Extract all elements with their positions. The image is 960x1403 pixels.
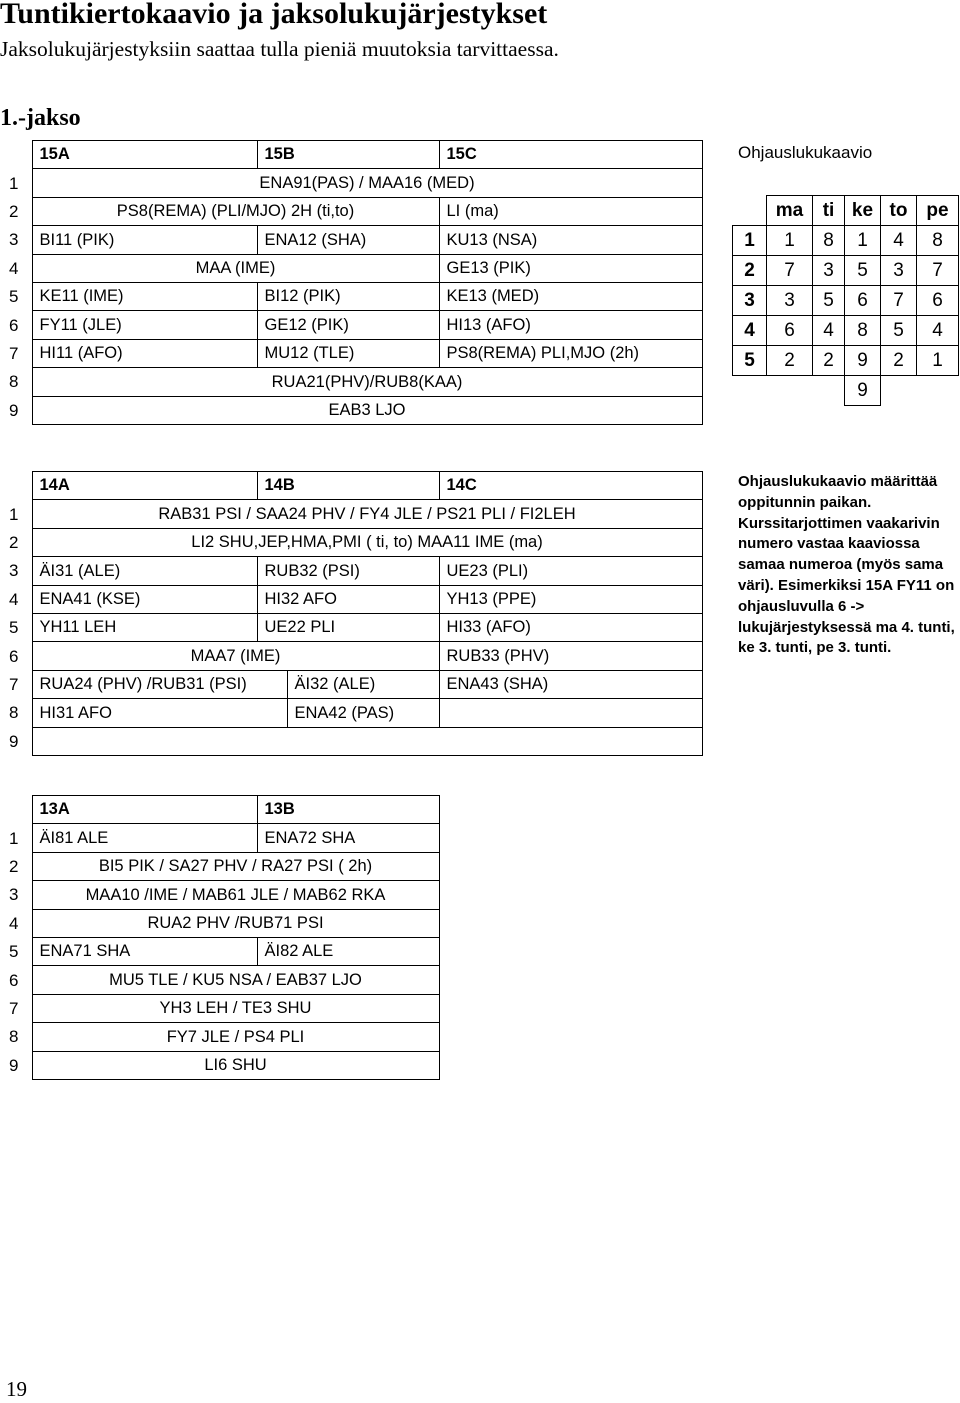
table-row (0, 937, 439, 965)
course-cell: RUB32 (PSI) (257, 557, 439, 585)
row-number: 3 (9, 885, 19, 905)
course-cell: KU13 (NSA) (439, 226, 702, 254)
guide-cell: 2 (767, 346, 813, 376)
course-cell: YH3 LEH / TE3 SHU (32, 994, 439, 1022)
row-number: 5 (9, 942, 19, 962)
group-header: 13A (32, 796, 257, 824)
course-cell: YH13 (PPE) (439, 585, 702, 613)
guide-row (733, 256, 959, 286)
course-cell: ÄI31 (ALE) (32, 557, 257, 585)
course-cell: PS8(REMA) (PLI/MJO) 2H (ti,to) (32, 197, 439, 225)
table-row (0, 557, 702, 585)
group-header: 14C (439, 472, 702, 500)
group-header: 15C (439, 141, 702, 169)
day-header: pe (917, 196, 959, 226)
guide-cell: 5 (813, 286, 845, 316)
row-number: 4 (9, 913, 19, 933)
course-cell: FY11 (JLE) (32, 311, 257, 339)
guide-row-label: 3 (733, 286, 767, 316)
table-row (0, 368, 702, 396)
guide-cell: 7 (881, 286, 917, 316)
table-header-row (0, 141, 702, 169)
row-number: 4 (9, 589, 19, 609)
course-cell (439, 699, 702, 727)
guide-row-label: 2 (733, 256, 767, 286)
schedule-table-13 (0, 795, 440, 1080)
table-row (0, 670, 702, 698)
course-cell: UE22 PLI (257, 613, 439, 641)
table-row (0, 852, 439, 880)
course-cell: ENA91(PAS) / MAA16 (MED) (32, 169, 702, 197)
table-header-row (0, 796, 439, 824)
guide-cell: 8 (845, 316, 881, 346)
row-number: 9 (9, 400, 19, 420)
table-row (0, 339, 702, 367)
guide-cell: 2 (881, 346, 917, 376)
table-row (0, 254, 702, 282)
course-cell: ENA12 (SHA) (257, 226, 439, 254)
guide-cell: 4 (813, 316, 845, 346)
table-row (0, 642, 702, 670)
course-cell: HI31 AFO (32, 699, 287, 727)
table-header-row (0, 472, 702, 500)
guide-row (733, 226, 959, 256)
guide-cell: 3 (767, 286, 813, 316)
course-cell: LI2 SHU,JEP,HMA,PMI ( ti, to) MAA11 IME (ma) (32, 528, 702, 556)
row-number: 6 (9, 315, 19, 335)
group-header: 14A (32, 472, 257, 500)
course-cell: HI11 (AFO) (32, 339, 257, 367)
row-number: 2 (9, 532, 19, 552)
guide-cell: 5 (845, 256, 881, 286)
row-number: 2 (9, 856, 19, 876)
row-number: 5 (9, 618, 19, 638)
row-number: 1 (9, 504, 19, 524)
course-cell: HI33 (AFO) (439, 613, 702, 641)
table-row (0, 824, 439, 852)
course-cell: UE23 (PLI) (439, 557, 702, 585)
row-number: 1 (9, 828, 19, 848)
course-cell: RAB31 PSI / SAA24 PHV / FY4 JLE / PS21 PLI / FI2LEH (32, 500, 702, 528)
guide-cell: 6 (917, 286, 959, 316)
table-row (0, 699, 702, 727)
course-cell: LI (ma) (439, 197, 702, 225)
course-cell: ENA71 SHA (32, 937, 257, 965)
course-cell: HI32 AFO (257, 585, 439, 613)
guide-note: Ohjauslukukaavio määrittää oppitunnin paikan. Kurssitarjottimen vaakarivin numero vastaa kaaviossa samaa numeroa (myös sama väri). Esimerkiksi 15A FY11 on ohjausluvulla 6 -> lukujärjestyksessä ma 4. tunti, ke 3. tunti, pe 3. tunti. (738, 473, 955, 657)
guide-cell: 1 (845, 226, 881, 256)
guide-cell: 3 (813, 256, 845, 286)
guide-cell: 4 (917, 316, 959, 346)
group-header: 14B (257, 472, 439, 500)
guide-cell: 6 (845, 286, 881, 316)
guide-row (733, 316, 959, 346)
guide-cell: 5 (881, 316, 917, 346)
day-header: to (881, 196, 917, 226)
page-subtitle: Jaksolukujärjestyksiin saattaa tulla pieniä muutoksia tarvittaessa. (0, 37, 559, 61)
table-row (0, 500, 702, 528)
guide-cell: 7 (917, 256, 959, 286)
day-header: ti (813, 196, 845, 226)
course-cell: MAA7 (IME) (32, 642, 439, 670)
course-cell: RUA21(PHV)/RUB8(KAA) (32, 368, 702, 396)
course-cell: ENA72 SHA (257, 824, 439, 852)
course-cell (32, 727, 702, 755)
row-number: 8 (9, 703, 19, 723)
table-row (0, 1023, 439, 1051)
course-cell: MAA (IME) (32, 254, 439, 282)
row-number: 9 (9, 1055, 19, 1075)
row-number: 7 (9, 674, 19, 694)
guide-row-label: 1 (733, 226, 767, 256)
guide-cell: 9 (845, 346, 881, 376)
guide-cell: 1 (917, 346, 959, 376)
row-number: 1 (9, 173, 19, 193)
table-row (0, 197, 702, 225)
guide-grid (732, 195, 959, 406)
course-cell: ÄI32 (ALE) (287, 670, 439, 698)
course-cell: RUA2 PHV /RUB71 PSI (32, 909, 439, 937)
table-row (0, 396, 702, 424)
course-cell: ENA42 (PAS) (287, 699, 439, 727)
table-row (0, 881, 439, 909)
table-row (0, 226, 702, 254)
course-cell: BI5 PIK / SA27 PHV / RA27 PSI ( 2h) (32, 852, 439, 880)
course-cell: EAB3 LJO (32, 396, 702, 424)
guide-row (733, 286, 959, 316)
course-cell: MAA10 /IME / MAB61 JLE / MAB62 RKA (32, 881, 439, 909)
guide-row (733, 376, 959, 406)
course-cell: KE13 (MED) (439, 282, 702, 310)
guide-header-row (733, 196, 959, 226)
row-number: 6 (9, 646, 19, 666)
group-header: 15B (257, 141, 439, 169)
course-cell: MU5 TLE / KU5 NSA / EAB37 LJO (32, 966, 439, 994)
row-number: 8 (9, 372, 19, 392)
guide-title: Ohjauslukukaavio (738, 143, 873, 162)
guide-cell: 1 (767, 226, 813, 256)
course-cell: HI13 (AFO) (439, 311, 702, 339)
row-number: 8 (9, 1027, 19, 1047)
table-row (0, 585, 702, 613)
course-cell: GE12 (PIK) (257, 311, 439, 339)
page-title: Tuntikiertokaavio ja jaksolukujärjestykset (0, 0, 548, 30)
table-row (0, 1051, 439, 1079)
row-number: 7 (9, 998, 19, 1018)
table-row (0, 613, 702, 641)
table-row (0, 727, 702, 755)
row-number: 5 (9, 287, 19, 307)
guide-row-label: 5 (733, 346, 767, 376)
course-cell: PS8(REMA) PLI,MJO (2h) (439, 339, 702, 367)
table-row (0, 282, 702, 310)
guide-row (733, 346, 959, 376)
course-cell: RUB33 (PHV) (439, 642, 702, 670)
day-header: ma (767, 196, 813, 226)
day-header: ke (845, 196, 881, 226)
guide-row-label: 4 (733, 316, 767, 346)
row-number: 3 (9, 230, 19, 250)
table-row (0, 909, 439, 937)
course-cell: ÄI81 ALE (32, 824, 257, 852)
course-cell: FY7 JLE / PS4 PLI (32, 1023, 439, 1051)
table-row (0, 994, 439, 1022)
guide-cell: 9 (845, 376, 881, 406)
schedule-table-15 (0, 140, 703, 425)
group-header: 15A (32, 141, 257, 169)
guide-cell: 4 (881, 226, 917, 256)
table-row (0, 966, 439, 994)
guide-cell: 2 (813, 346, 845, 376)
period-heading: 1.-jakso (0, 105, 81, 131)
table-row (0, 169, 702, 197)
course-cell: LI6 SHU (32, 1051, 439, 1079)
group-header: 13B (257, 796, 439, 824)
course-cell: YH11 LEH (32, 613, 257, 641)
row-number: 2 (9, 201, 19, 221)
course-cell: ENA41 (KSE) (32, 585, 257, 613)
course-cell: RUA24 (PHV) /RUB31 (PSI) (32, 670, 287, 698)
row-number: 9 (9, 731, 19, 751)
course-cell: BI11 (PIK) (32, 226, 257, 254)
table-row (0, 528, 702, 556)
guide-cell: 6 (767, 316, 813, 346)
guide-cell: 7 (767, 256, 813, 286)
row-number: 6 (9, 970, 19, 990)
guide-cell: 8 (813, 226, 845, 256)
course-cell: ENA43 (SHA) (439, 670, 702, 698)
row-number: 7 (9, 343, 19, 363)
course-cell: BI12 (PIK) (257, 282, 439, 310)
row-number: 4 (9, 258, 19, 278)
course-cell: KE11 (IME) (32, 282, 257, 310)
schedule-table-14 (0, 471, 703, 756)
course-cell: GE13 (PIK) (439, 254, 702, 282)
page-number: 19 (6, 1377, 27, 1401)
row-number: 3 (9, 561, 19, 581)
course-cell: MU12 (TLE) (257, 339, 439, 367)
course-cell: ÄI82 ALE (257, 937, 439, 965)
guide-cell: 8 (917, 226, 959, 256)
guide-cell: 3 (881, 256, 917, 286)
table-row (0, 311, 702, 339)
